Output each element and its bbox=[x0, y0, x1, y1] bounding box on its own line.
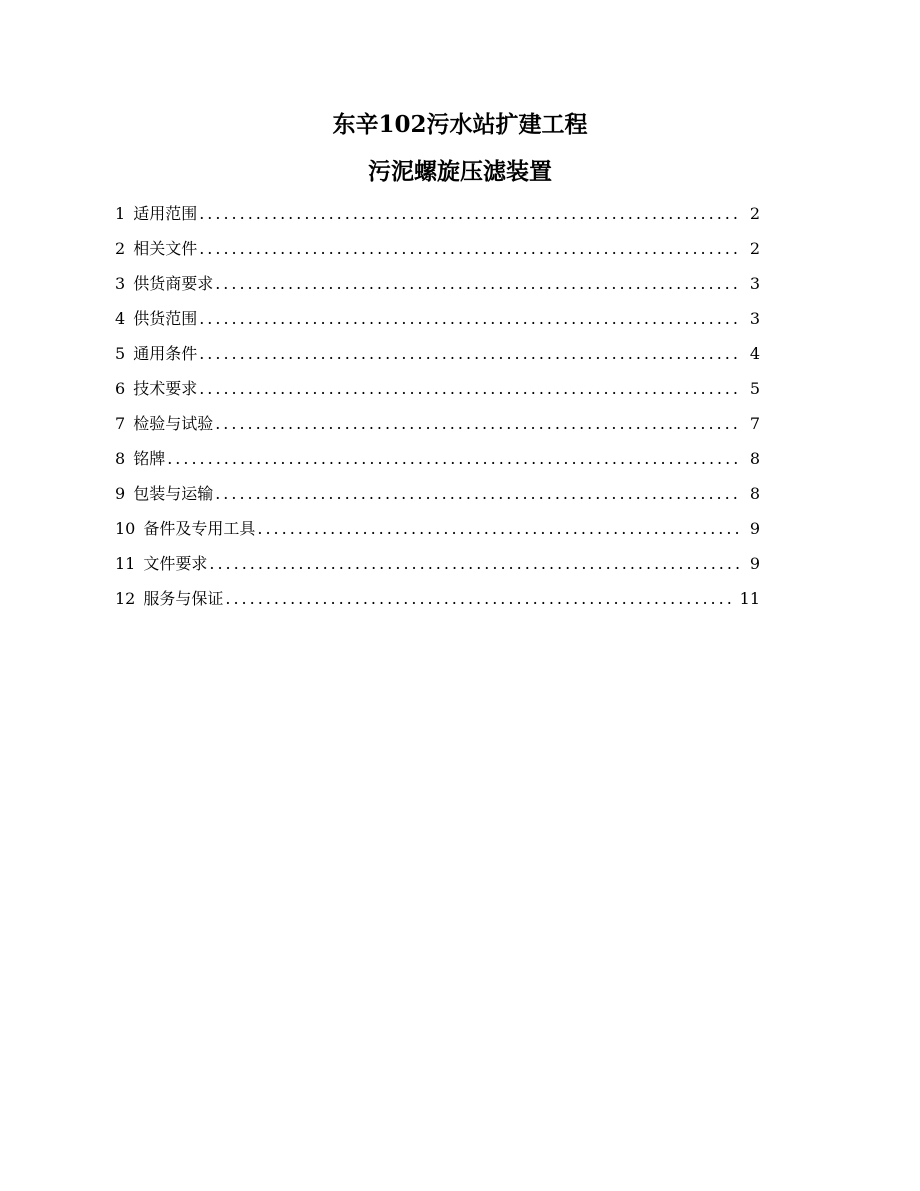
toc-entry[interactable] bbox=[115, 270, 760, 305]
toc-entry-page: 8 bbox=[749, 449, 760, 468]
toc-dot-leader bbox=[209, 550, 742, 578]
toc-entry-number: 2 bbox=[115, 239, 126, 258]
toc-entry-label: 通用条件 bbox=[133, 344, 198, 363]
table-of-contents bbox=[115, 200, 760, 620]
toc-entry-number: 5 bbox=[115, 344, 126, 363]
toc-entry[interactable] bbox=[115, 585, 760, 620]
toc-entry[interactable] bbox=[115, 410, 760, 445]
toc-entry-page: 11 bbox=[739, 589, 760, 608]
toc-entry-number: 7 bbox=[115, 414, 126, 433]
toc-entry-label: 铭牌 bbox=[133, 449, 166, 468]
toc-dot-leader bbox=[225, 585, 733, 613]
toc-entry-number: 11 bbox=[115, 554, 136, 573]
toc-entry-page: 2 bbox=[749, 204, 760, 223]
document-subtitle: 污泥螺旋压滤装置 bbox=[368, 158, 552, 185]
toc-entry-number: 1 bbox=[115, 204, 126, 223]
toc-dot-leader bbox=[199, 375, 742, 403]
toc-entry-label: 包装与运输 bbox=[133, 484, 214, 503]
toc-dot-leader bbox=[167, 445, 742, 473]
toc-entry-page: 9 bbox=[749, 519, 760, 538]
toc-entry[interactable] bbox=[115, 305, 760, 340]
toc-dot-leader bbox=[215, 270, 742, 298]
toc-entry-label: 供货商要求 bbox=[133, 274, 214, 293]
toc-entry-page: 3 bbox=[749, 309, 760, 328]
toc-entry-label: 技术要求 bbox=[133, 379, 198, 398]
toc-entry-number: 3 bbox=[115, 274, 126, 293]
toc-dot-leader bbox=[199, 235, 742, 263]
toc-entry-page: 9 bbox=[749, 554, 760, 573]
toc-entry-label: 适用范围 bbox=[133, 204, 198, 223]
toc-entry-number: 4 bbox=[115, 309, 126, 328]
toc-dot-leader bbox=[215, 410, 742, 438]
toc-dot-leader bbox=[199, 305, 742, 333]
toc-entry-label: 供货范围 bbox=[133, 309, 198, 328]
toc-entry-page: 4 bbox=[749, 344, 760, 363]
toc-entry[interactable] bbox=[115, 515, 760, 550]
toc-entry-label: 检验与试验 bbox=[133, 414, 214, 433]
toc-dot-leader bbox=[199, 200, 742, 228]
toc-entry-label: 备件及专用工具 bbox=[143, 519, 256, 538]
toc-entry-page: 8 bbox=[749, 484, 760, 503]
toc-entry-page: 3 bbox=[749, 274, 760, 293]
document-title: 东辛102污水站扩建工程 bbox=[332, 111, 588, 138]
toc-entry[interactable] bbox=[115, 445, 760, 480]
toc-entry[interactable] bbox=[115, 550, 760, 585]
toc-entry-number: 9 bbox=[115, 484, 126, 503]
toc-entry-page: 7 bbox=[749, 414, 760, 433]
toc-entry[interactable] bbox=[115, 235, 760, 270]
toc-entry-label: 相关文件 bbox=[133, 239, 198, 258]
toc-entry-page: 5 bbox=[749, 379, 760, 398]
toc-entry-page: 2 bbox=[749, 239, 760, 258]
toc-entry[interactable] bbox=[115, 375, 760, 410]
toc-entry-number: 10 bbox=[115, 519, 136, 538]
toc-entry[interactable] bbox=[115, 200, 760, 235]
toc-entry-number: 6 bbox=[115, 379, 126, 398]
toc-entry-label: 文件要求 bbox=[143, 554, 208, 573]
toc-entry-label: 服务与保证 bbox=[143, 589, 224, 608]
toc-entry[interactable] bbox=[115, 340, 760, 375]
toc-dot-leader bbox=[257, 515, 742, 543]
toc-dot-leader bbox=[199, 340, 742, 368]
toc-entry-number: 12 bbox=[115, 589, 136, 608]
toc-entry[interactable] bbox=[115, 480, 760, 515]
toc-dot-leader bbox=[215, 480, 742, 508]
toc-entry-number: 8 bbox=[115, 449, 126, 468]
